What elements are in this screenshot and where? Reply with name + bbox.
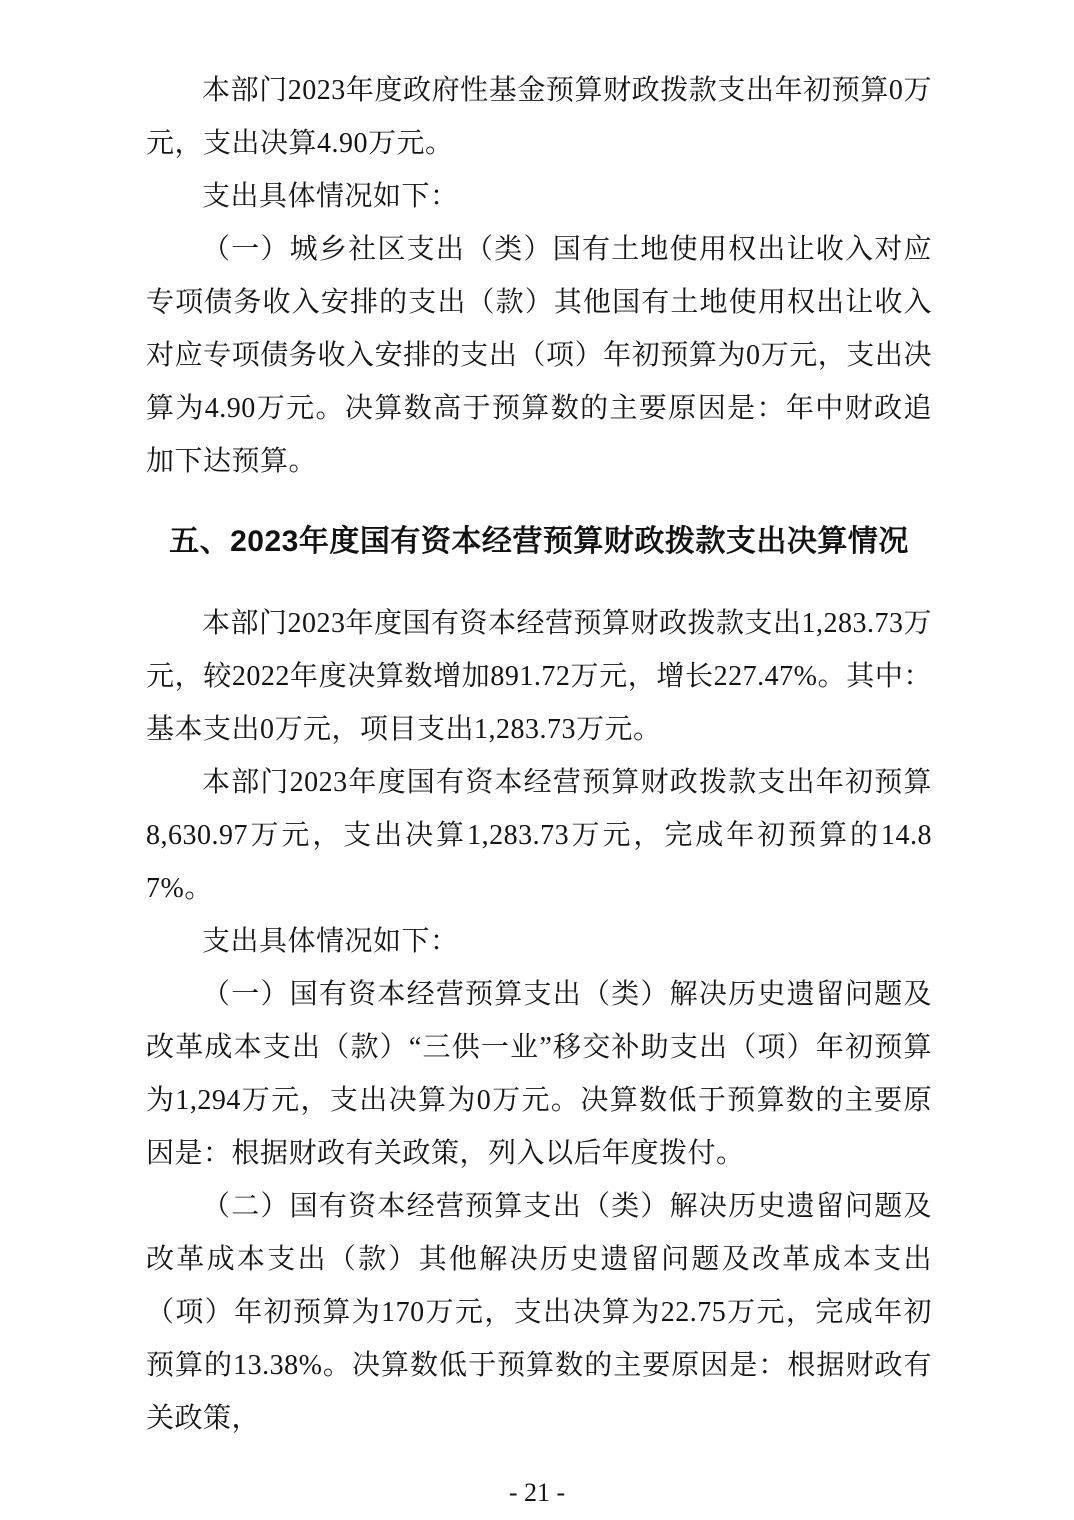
- paragraph-item-two-legacy-reform: （二）国有资本经营预算支出（类）解决历史遗留问题及改革成本支出（款）其他解决历史遗留问题及改革成本支出（项）年初预算为170万元，支出决算为22.75万元，完成年初预算的13.38%。决算数低于预算数的主要原因是：根据财政有关政策，: [146, 1191, 932, 1434]
- paragraph-expenditure-details-intro: 支出具体情况如下：: [202, 181, 459, 212]
- paragraph-gov-fund-summary: 本部门2023年度政府性基金预算财政拨款支出年初预算0万元，支出决算4.90万元。: [146, 75, 932, 159]
- page-number: - 21 -: [508, 1478, 566, 1507]
- paragraph-capital-budget-summary: 本部门2023年度国有资本经营预算财政拨款支出1,283.73万元，较2022年度决算数增加891.72万元，增长227.47%。其中：基本支出0万元，项目支出1,283.73万元。: [146, 608, 933, 745]
- document-content: [146, 64, 932, 1445]
- paragraph-item-one-legacy-reform: （一）国有资本经营预算支出（类）解决历史遗留问题及改革成本支出（款）“三供一业”移交补助支出（项）年初预算为1,294万元，支出决算为0万元。决算数低于预算数的主要原因是：根据财政有关政策，列入以后年度拨付。: [146, 979, 932, 1169]
- section-five-heading: 五、2023年度国有资本经营预算财政拨款支出决算情况: [169, 525, 909, 558]
- paragraph-item-urban-rural-community: （一）城乡社区支出（类）国有土地使用权出让收入对应专项债务收入安排的支出（款）其他国有土地使用权出让收入对应专项债务收入安排的支出（项）年初预算为0万元，支出决算为4.90万元。决算数高于预算数的主要原因是：年中财政追加下达预算。: [146, 234, 932, 477]
- paragraph-capital-budget-initial: 本部门2023年度国有资本经营预算财政拨款支出年初预算8,630.97万元，支出决算1,283.73万元，完成年初预算的14.87%。: [146, 767, 932, 904]
- paragraph-expenditure-details-intro-2: 支出具体情况如下：: [202, 926, 459, 957]
